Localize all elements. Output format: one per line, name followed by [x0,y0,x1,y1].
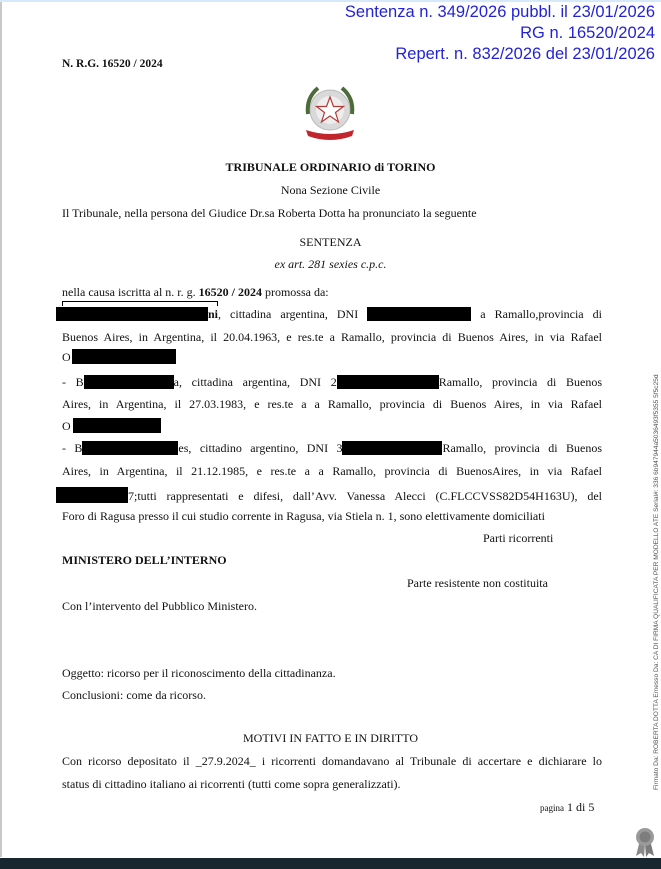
subject-line: Oggetto: ricorso per il riconoscimento della cittadinanza. [62,666,336,680]
motivi-line2: status di cittadino italiano ai ricorrenti (tutti come sopra generalizzati). [62,777,401,791]
document-basis: ex art. 281 sexies c.p.c. [274,257,387,271]
redaction-box [56,307,208,321]
case-line [62,285,329,300]
intro-line: Il Tribunale, nella persona del Giudice Dr.sa Roberta Dotta ha pronunciato la seguente [62,206,477,220]
respondent-label: Parte resistente non costituita [407,576,548,590]
publication-stamp [345,2,655,65]
redaction-box [56,487,128,503]
party3-line2: Aires, in Argentina, il 21.12.1985, e res.te a a Ramallo, provincia di BuenosAires, in via Rafael [62,464,602,478]
case-suffix: promossa da: [261,285,329,299]
redaction-box [73,418,161,433]
redaction-box [72,349,176,364]
document-type: SENTENZA [299,235,362,249]
redaction-box [82,441,178,455]
motivi-line1: Con ricorso depositato il _27.9.2024_ i ricorrenti domandavano al Tribunale di accertare e dichiarare lo [62,754,602,768]
signature-ribbon-icon[interactable] [633,826,657,858]
pm-intervention: Con l’intervento del Pubblico Ministero. [62,599,257,613]
respondent-name: MINISTERO DELL’INTERNO [62,553,227,567]
party1-line3: O [62,349,176,365]
case-number: 16520 / 2024 [198,285,262,299]
party1-line1: ni, cittadina argentina, DNI a Ramallo,provincia di [62,307,602,322]
redaction-outline [62,301,218,306]
court-section: Nona Sezione Civile [280,183,381,197]
party1-line2: Buenos Aires, in Argentina, il 20.04.1963, e res.te a Ramallo, provincia di Buenos Aires, in via Rafael [62,330,602,344]
redaction-box [342,441,442,455]
court-name: TRIBUNALE ORDINARIO di TORINO [225,160,436,174]
case-prefix: nella causa iscritta al n. r. g. [62,285,199,299]
party2-line2: Aires, in Argentina, il 27.03.1983, e res.te a a Ramallo, provincia di Buenos Aires, in via Rafael [62,397,602,411]
redaction-box [367,307,471,321]
digital-signature-text: Firmato Da: ROBERTA DOTTA Emesso Da: CA DI FIRMA QUALIFICATA PER MODELLO ATE Serial#: 336 6b947944a5036493f5355 5f5c25d [653,374,660,790]
taskbar [0,858,661,869]
rg-number: N. R.G. 16520 / 2024 [62,58,163,70]
stamp-repert: Repert. n. 832/2026 del 23/01/2026 [395,45,655,63]
party3-line4: Foro di Ragusa presso il cui studio corrente in Ragusa, via Stiela n. 1, sono elettivamente domiciliati [62,509,545,523]
stamp-rg: RG n. 16520/2024 [520,24,655,42]
party3-line3: 7;tutti rappresentati e difesi, dall’Avv. Vanessa Alecci (C.FLCCVSS82D54H163U), del [56,487,602,504]
applicants-label: Parti ricorrenti [483,531,554,545]
party3-line1: - B es, cittadino argentino, DNI 3 Ramallo, provincia di Buenos [62,441,603,455]
redaction-box [337,375,439,389]
party2-line3: O [62,418,161,434]
page-left-edge [0,2,2,857]
conclusions-line: Conclusioni: come da ricorso. [62,688,206,702]
italian-republic-emblem-icon [298,80,362,146]
party2-line1: - B a, cittadina argentina, DNI 2 Ramallo, provincia di Buenos [62,375,603,389]
page-number: pagina 1 di 5 [540,800,595,814]
stamp-sentenza: Sentenza n. 349/2026 pubbl. il 23/01/2026 [344,3,655,21]
motivi-title: MOTIVI IN FATTO E IN DIRITTO [243,731,418,745]
redaction-box [84,375,174,389]
